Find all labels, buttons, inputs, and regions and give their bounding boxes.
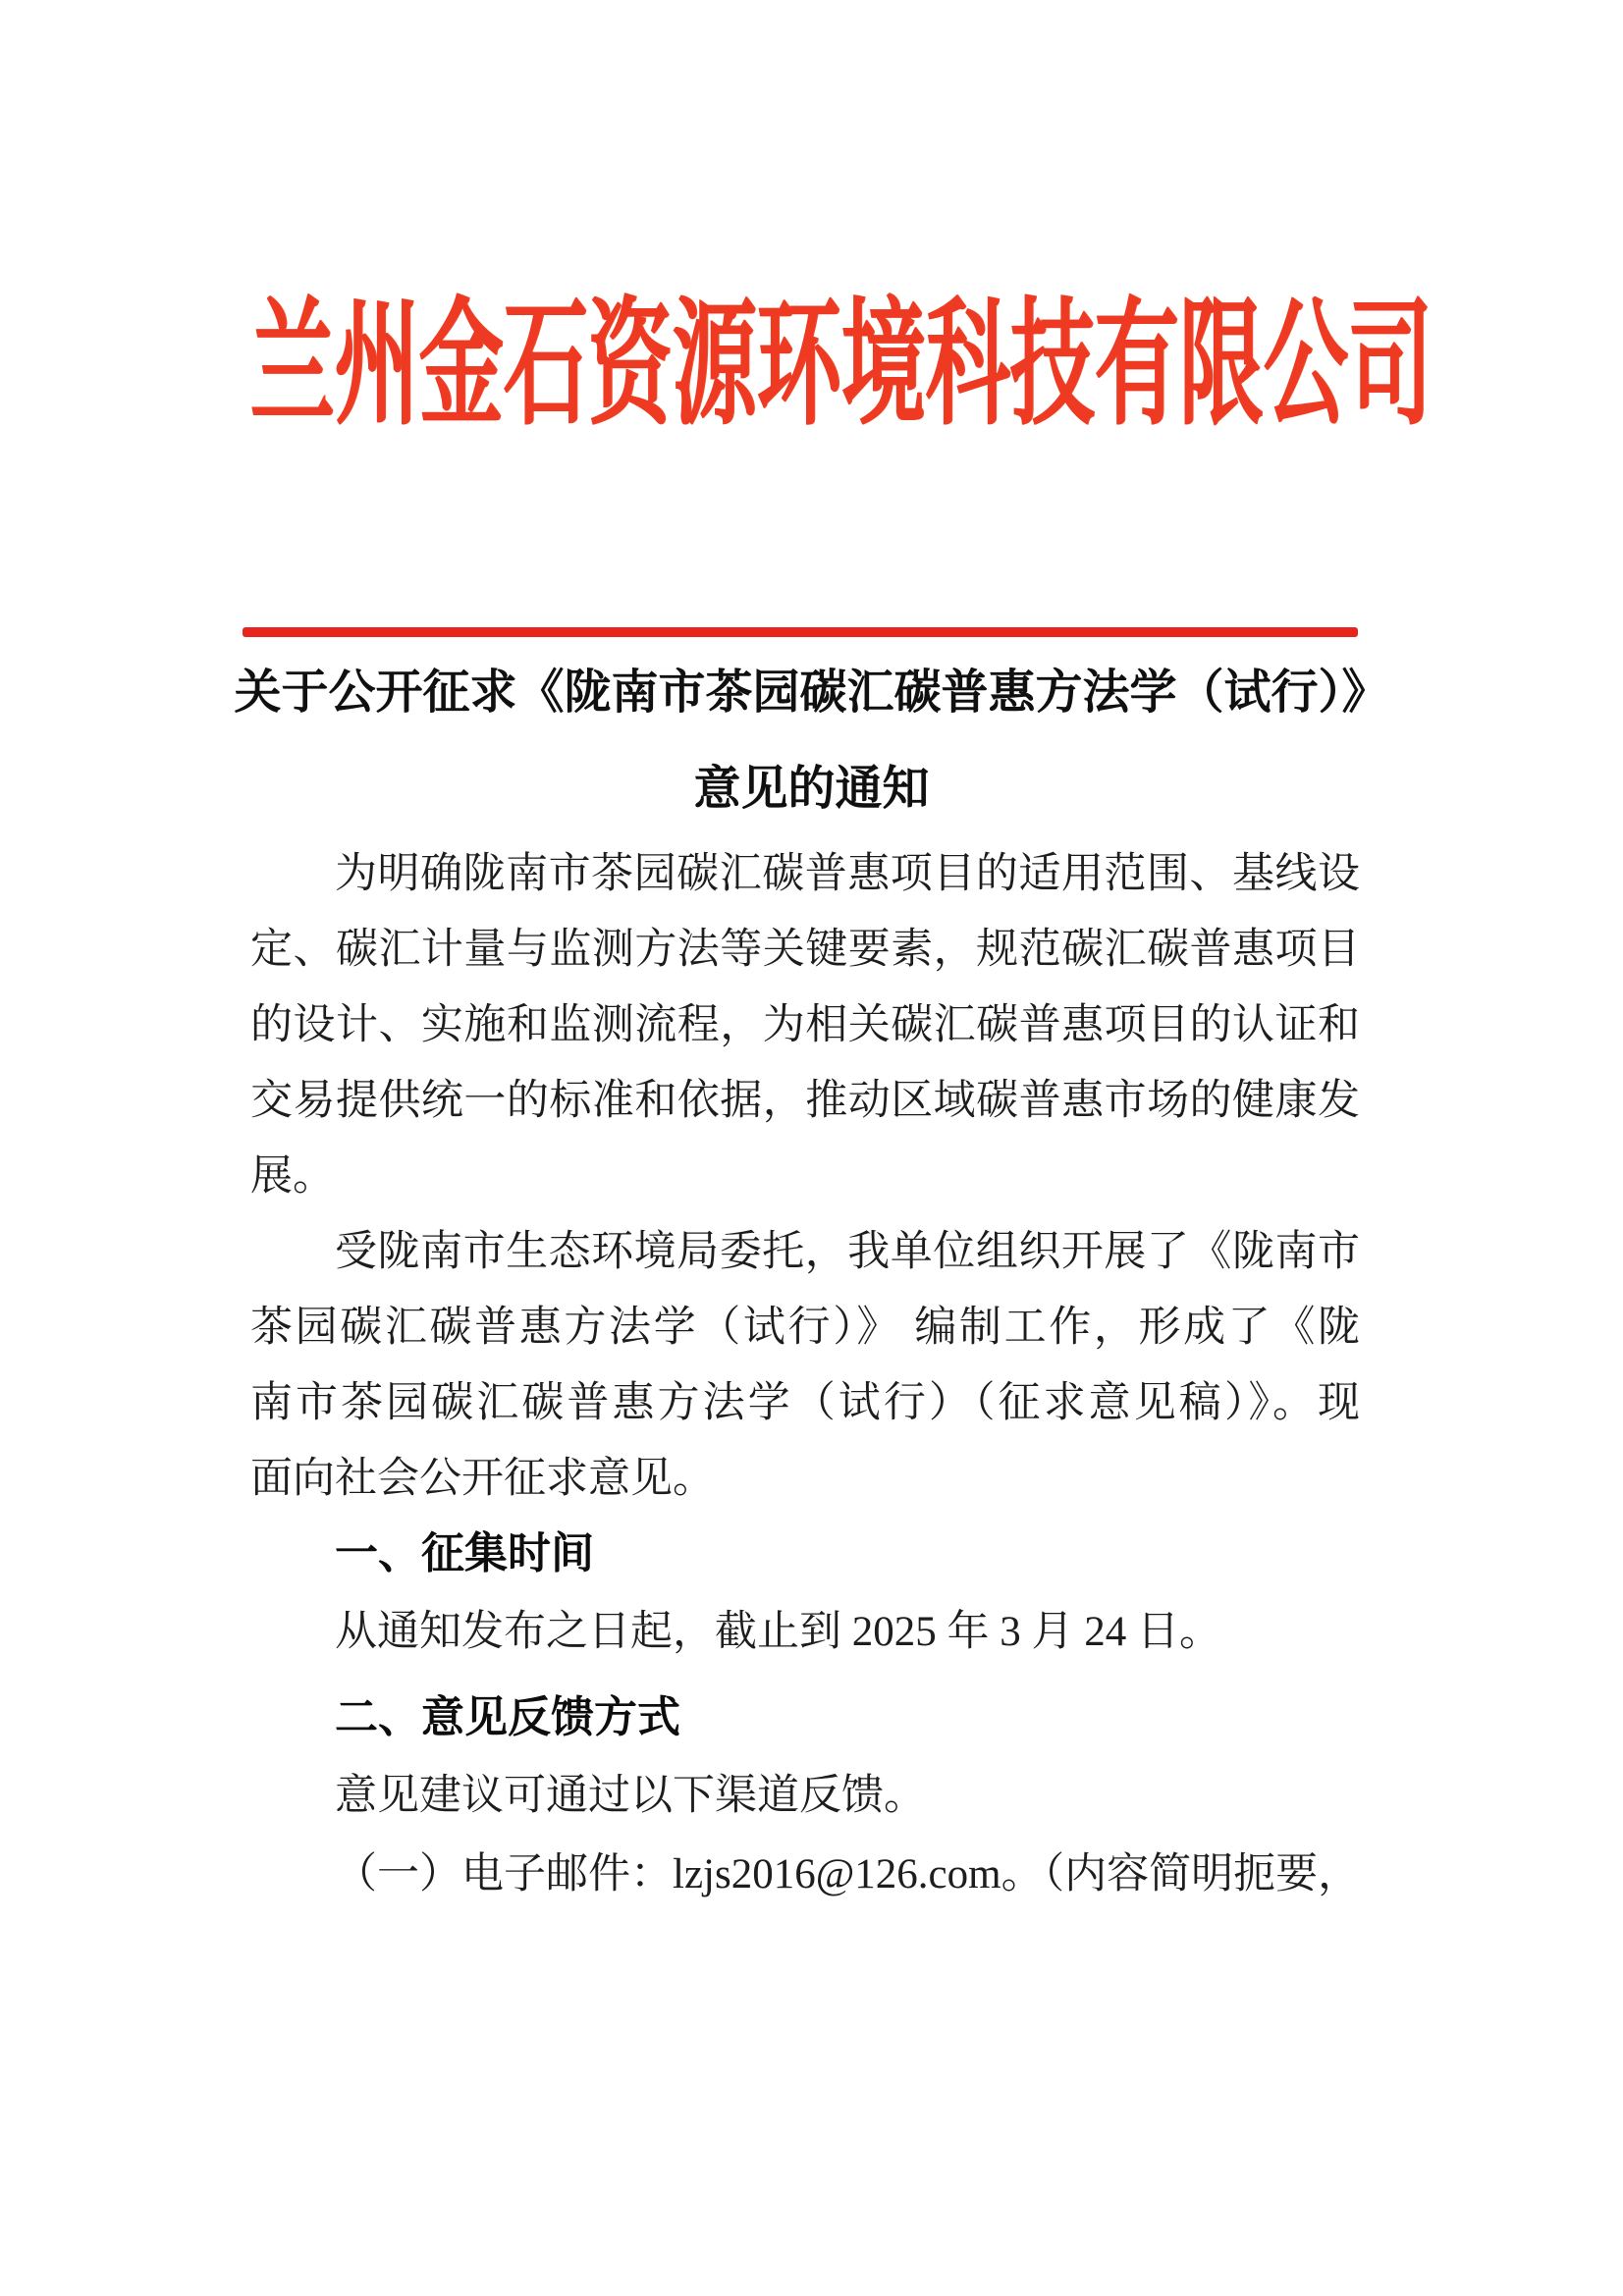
paragraph2-line1: 受陇南市生态环境局委托，我单位组织开展了《陇南市: [335, 1229, 1360, 1275]
company-name: 兰州金石资源环境科技有限公司: [249, 288, 1433, 443]
section1-text: 从通知发布之日起，截止到 2025 年 3 月 24 日。: [335, 1609, 1221, 1655]
paragraph1-line3: 的设计、实施和监测流程，为相关碳汇碳普惠项目的认证和: [250, 1002, 1360, 1048]
notice-title-line1: 关于公开征求《陇南市茶园碳汇碳普惠方法学（试行）》: [234, 667, 1389, 719]
letterhead-divider-line: [243, 627, 1358, 637]
paragraph2-line3: 南市茶园碳汇碳普惠方法学（试行）（征求意见稿）》。现: [250, 1380, 1360, 1426]
notice-title-line2: 意见的通知: [693, 763, 930, 815]
paragraph1-line5: 展。: [250, 1153, 335, 1200]
feedback-channel-email-line: [250, 1850, 1360, 1899]
paragraph1-line4: 交易提供统一的标准和依据，推动区域碳普惠市场的健康发: [250, 1078, 1360, 1124]
email-address: lzjs2016@126.com: [673, 1851, 1001, 1897]
email-channel-suffix: 。（内容简明扼要，: [1001, 1851, 1361, 1897]
section1-heading: 一、征集时间: [335, 1529, 594, 1577]
section2-intro: 意见建议可通过以下渠道反馈。: [335, 1773, 926, 1819]
email-channel-prefix: （一）电子邮件：: [335, 1851, 673, 1897]
section2-heading: 二、意见反馈方式: [335, 1693, 680, 1741]
letterhead: [0, 288, 1623, 443]
paragraph1-line1: 为明确陇南市茶园碳汇碳普惠项目的适用范围、基线设: [335, 851, 1360, 897]
paragraph2-line2: 茶园碳汇碳普惠方法学（试行）》 编制工作，形成了《陇: [250, 1305, 1360, 1351]
paragraph2-line4: 面向社会公开征求意见。: [250, 1456, 715, 1502]
paragraph1-line2: 定、碳汇计量与监测方法等关键要素，规范碳汇碳普惠项目: [250, 927, 1360, 973]
